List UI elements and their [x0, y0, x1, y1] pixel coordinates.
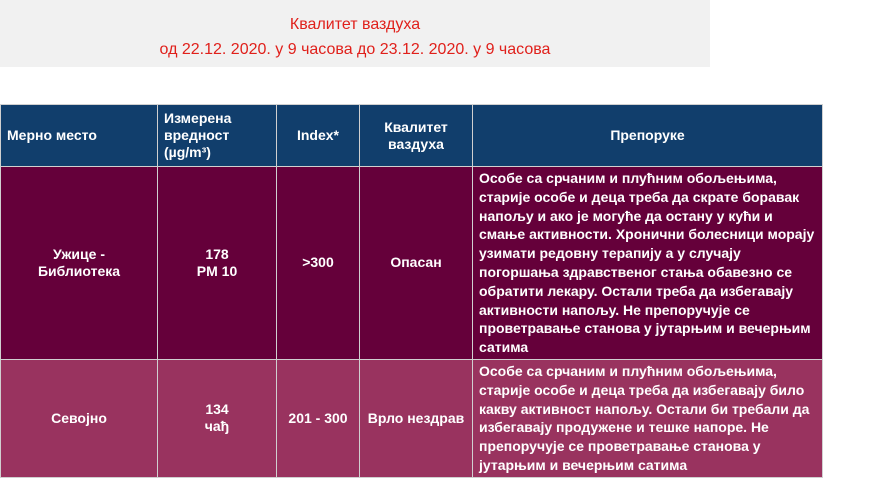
col-header-quality: Квалитет ваздуха	[360, 105, 473, 167]
location-name: Ужице -	[52, 245, 105, 262]
pollutant-name: чађ	[204, 418, 230, 435]
measured-value: 134	[205, 401, 229, 418]
measured-value: 178	[205, 245, 229, 262]
location-name-2: Библиотека	[37, 262, 121, 279]
col-header-location: Мерно место	[1, 105, 158, 167]
air-quality-header	[0, 0, 710, 67]
page-title: Квалитет ваздуха	[289, 16, 421, 33]
table-header-row	[1, 105, 823, 167]
location-name: Севојно	[51, 409, 107, 426]
pollutant-name: PM 10	[196, 262, 238, 279]
index-cell: >300	[277, 167, 360, 360]
col-header-recommendations: Препоруке	[473, 105, 823, 167]
table-row	[1, 167, 823, 360]
measured-value-cell	[158, 359, 277, 477]
table-row	[1, 359, 823, 477]
quality-cell: Врло нездрав	[360, 359, 473, 477]
quality-cell: Опасан	[360, 167, 473, 360]
col-header-measured: Измерена вредност (µg/m³)	[158, 105, 277, 167]
period-subtitle: од 22.12. 2020. у 9 часова до 23.12. 2020. у 9 часова	[159, 41, 551, 58]
location-cell	[1, 359, 158, 477]
recommendation-cell: Особе са срчаним и плућним обољењима, старије особе и деца треба да скрате боравак напољу и ако је могуће да остану у кући и смање активности. Хронични болесници морају узимати редовну терапију а у случају погоршања здравственог стања обавезно се обратити лекару. Остали треба да избегавају активности напољу. Не препоручује се проветравање станова у јутарњим и вечерњим сатима	[473, 167, 823, 360]
location-cell	[1, 167, 158, 360]
measured-value-cell	[158, 167, 277, 360]
col-header-index: Index*	[277, 105, 360, 167]
air-quality-table	[0, 104, 823, 478]
index-cell: 201 - 300	[277, 359, 360, 477]
recommendation-cell: Особе са срчаним и плућним обољењима, старије особе и деца треба да избегавају било какву активност напољу. Остали би требали да избегавају продужене и тешке напоре. Не препоручује се проветравање станова у јутарњим и вечерњим сатима	[473, 359, 823, 477]
